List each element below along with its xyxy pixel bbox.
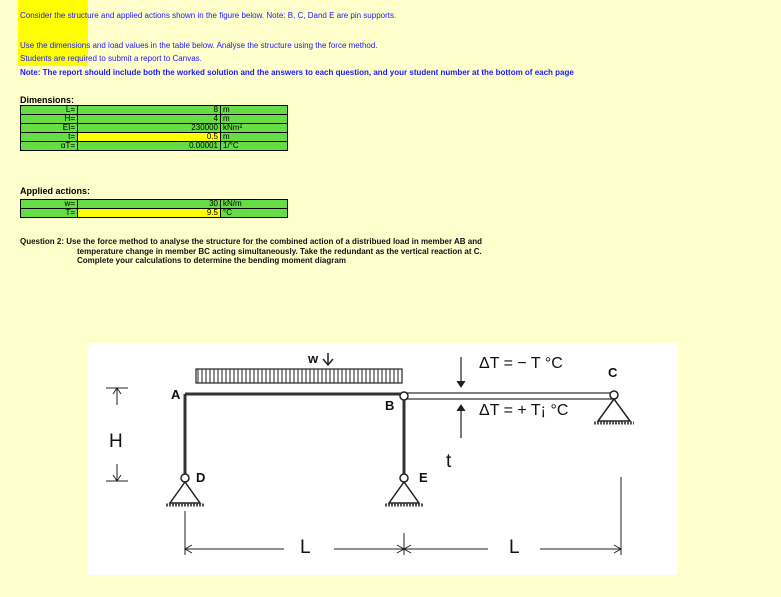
intro-line-2: Use the dimensions and load values in the table below. Analyse the structure using the force method. [20, 41, 378, 50]
dim-unit: m [221, 115, 288, 124]
action-unit: °C [221, 209, 288, 218]
table-row [21, 209, 288, 218]
dim-unit: kNm² [221, 124, 288, 133]
question-text [20, 237, 482, 266]
question-line-2: temperature change in member BC acting simultaneously. Take the redundant as the vertical reaction at C. [77, 246, 482, 256]
intro-line-1: Consider the structure and applied actions shown in the figure below. Note: B, C, Dand E are pin supports. [20, 11, 397, 20]
dim-value[interactable]: 4 [78, 115, 221, 124]
node-c-label: C [608, 365, 618, 380]
node-e-label: E [419, 470, 428, 485]
intro-note: Note: The report should include both the worked solution and the answers to each question, and your student number at the bottom of each page [20, 68, 574, 77]
support-c [598, 399, 630, 421]
load-label: w [308, 351, 319, 366]
dim-t-arrow-down [457, 381, 465, 387]
intro-line-3: Students are required to submit a report to Canvas. [20, 54, 202, 63]
hinge-b [400, 392, 408, 400]
temp-bottom-label: ΔT = + T¡ °C [479, 402, 569, 419]
dim-label: t= [21, 133, 78, 142]
structure-diagram [88, 343, 678, 575]
actions-heading: Applied actions: [20, 186, 91, 196]
dim-value[interactable]: 0.5 [78, 133, 221, 142]
height-label: H [109, 431, 123, 452]
temp-top-label: ΔT = − T °C [479, 355, 563, 372]
node-d-label: D [196, 470, 206, 485]
dim-label: EI= [21, 124, 78, 133]
dim-unit: m [221, 106, 288, 115]
dim-value[interactable]: 8 [78, 106, 221, 115]
node-a-label: A [171, 387, 181, 402]
udl-load [196, 369, 402, 383]
support-e [389, 482, 419, 503]
question-line-3: Complete your calculations to determine the bending moment diagram [77, 256, 346, 265]
table-row [21, 115, 288, 124]
dim-label: L= [21, 106, 78, 115]
action-value[interactable]: 9.5 [78, 209, 221, 218]
table-row [21, 106, 288, 115]
action-value[interactable]: 30 [78, 200, 221, 209]
dim-unit: m [221, 133, 288, 142]
dim-label: H= [21, 115, 78, 124]
span-2-label: L [509, 537, 520, 558]
span-1-label: L [300, 537, 311, 558]
dimensions-heading: Dimensions: [20, 95, 75, 105]
dimensions-table [20, 105, 288, 151]
table-row [21, 200, 288, 209]
table-row [21, 124, 288, 133]
table-row [21, 142, 288, 151]
action-label: T= [21, 209, 78, 218]
structure-figure [88, 343, 678, 575]
support-d [170, 482, 200, 503]
node-b-label: B [385, 398, 395, 413]
action-label: w= [21, 200, 78, 209]
question-line-1: Question 2: Use the force method to analyse the structure for the combined action of a distribued load in member AB and [20, 237, 482, 246]
dim-value[interactable]: 230000 [78, 124, 221, 133]
actions-table [20, 199, 288, 218]
action-unit: kN/m [221, 200, 288, 209]
dim-unit: 1/°C [221, 142, 288, 151]
thickness-label: t [446, 451, 452, 472]
dim-label: αT= [21, 142, 78, 151]
dim-t-arrow-up [457, 405, 465, 411]
dim-value[interactable]: 0.00001 [78, 142, 221, 151]
